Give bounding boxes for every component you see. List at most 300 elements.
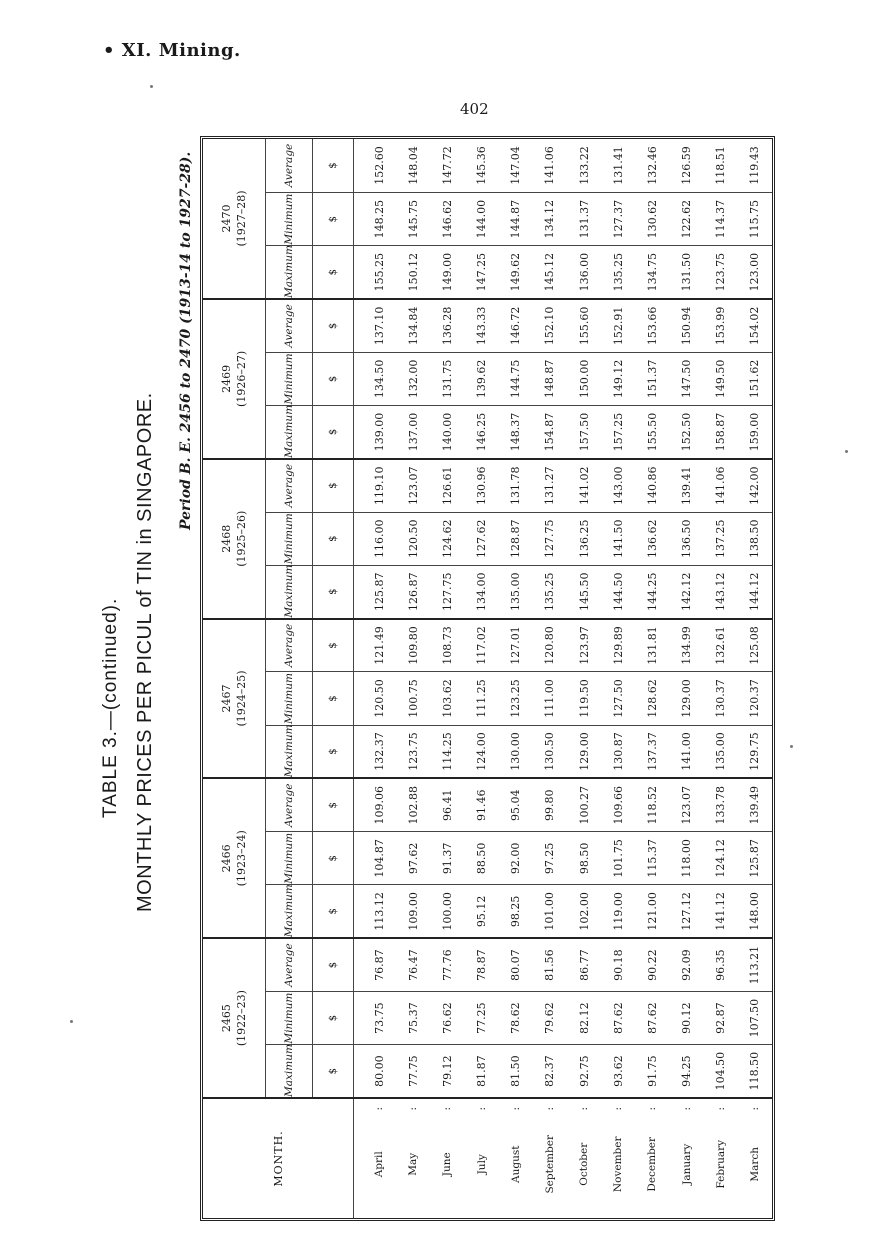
price-cell: 129.00 [669, 672, 703, 725]
price-cell: 151.62 [738, 352, 772, 405]
price-cell: 137.37 [635, 725, 669, 778]
price-cell: 128.87 [499, 512, 533, 565]
price-cell: 111.25 [465, 672, 499, 725]
price-cell: 152.50 [669, 406, 703, 459]
unit-label: $ [313, 192, 354, 245]
sub-header-maximum: Maximum [266, 1045, 313, 1098]
price-cell: 145.50 [567, 565, 601, 618]
price-cell: 81.50 [499, 1045, 533, 1098]
price-cell: 149.00 [430, 246, 464, 299]
price-cell: 134.12 [533, 192, 567, 245]
price-cell: 144.25 [635, 565, 669, 618]
unit-label: $ [313, 246, 354, 299]
price-cell: 109.80 [396, 619, 430, 672]
sub-header-maximum: Maximum [266, 565, 313, 618]
sub-header-maximum: Maximum [266, 406, 313, 459]
price-cell: 139.49 [738, 778, 772, 831]
price-cell: 144.12 [738, 565, 772, 618]
price-cell: 104.50 [704, 1045, 738, 1098]
month-label: December [646, 1136, 659, 1192]
price-cell: 130.96 [465, 459, 499, 512]
price-cell: 117.02 [465, 619, 499, 672]
month-label: June [441, 1152, 454, 1177]
price-cell: 129.00 [567, 725, 601, 778]
price-cell: 118.00 [669, 832, 703, 885]
price-cell: 134.50 [354, 352, 397, 405]
sub-header-minimum: Minimum [266, 991, 313, 1044]
price-cell: 109.06 [354, 778, 397, 831]
year-range: (1923–24) [235, 830, 248, 887]
price-cell: 148.87 [533, 352, 567, 405]
month-leader: : [509, 1107, 522, 1111]
price-cell: 129.75 [738, 725, 772, 778]
price-cell: 92.75 [567, 1045, 601, 1098]
price-cell: 147.72 [430, 139, 464, 192]
price-cell: 109.66 [601, 778, 635, 831]
price-cell: 135.00 [499, 565, 533, 618]
price-cell: 91.46 [465, 778, 499, 831]
price-cell: 134.00 [465, 565, 499, 618]
price-cell: 135.25 [533, 565, 567, 618]
price-cell: 140.86 [635, 459, 669, 512]
price-cell: 134.99 [669, 619, 703, 672]
price-cell: 124.00 [465, 725, 499, 778]
price-cell: 143.33 [465, 299, 499, 352]
price-cell: 157.25 [601, 406, 635, 459]
price-cell: 124.62 [430, 512, 464, 565]
month-leader: : [407, 1107, 420, 1111]
month-label: January [680, 1143, 693, 1185]
table-row [669, 139, 703, 1218]
price-cell: 144.75 [499, 352, 533, 405]
price-cell: 137.10 [354, 299, 397, 352]
price-cell: 127.62 [465, 512, 499, 565]
section-title: • XI. Mining. [103, 40, 241, 61]
unit-label: $ [313, 725, 354, 778]
price-cell: 153.99 [704, 299, 738, 352]
sub-header-maximum: Maximum [266, 725, 313, 778]
month-leader: : [612, 1107, 625, 1111]
price-cell: 87.62 [601, 991, 635, 1044]
month-leader: : [646, 1107, 659, 1111]
month-leader: : [475, 1107, 488, 1111]
price-cell: 93.62 [601, 1045, 635, 1098]
price-cell: 90.18 [601, 938, 635, 991]
unit-label: $ [313, 885, 354, 938]
price-cell: 123.07 [669, 778, 703, 831]
price-cell: 145.36 [465, 139, 499, 192]
price-cell: 147.25 [465, 246, 499, 299]
sub-header-minimum: Minimum [266, 512, 313, 565]
price-cell: 78.62 [499, 991, 533, 1044]
price-cell: 145.12 [533, 246, 567, 299]
price-cell: 100.00 [430, 885, 464, 938]
price-cell: 76.47 [396, 938, 430, 991]
price-cell: 87.62 [635, 991, 669, 1044]
price-cell: 154.02 [738, 299, 772, 352]
price-cell: 92.87 [704, 991, 738, 1044]
year-header-2468 [203, 459, 266, 619]
price-cell: 143.00 [601, 459, 635, 512]
price-cell: 123.00 [738, 246, 772, 299]
table-subtitle: MONTHLY PRICES PER PICUL of TIN in SINGAPORE. [134, 392, 156, 912]
price-cell: 131.81 [635, 619, 669, 672]
price-cell: 78.87 [465, 938, 499, 991]
price-cell: 132.37 [354, 725, 397, 778]
price-cell: 138.50 [738, 512, 772, 565]
table-row [738, 139, 772, 1218]
month-leader: : [441, 1107, 454, 1111]
price-cell: 130.00 [499, 725, 533, 778]
price-cell: 90.22 [635, 938, 669, 991]
month-column-header: MONTH. [203, 1098, 354, 1218]
price-cell: 130.50 [533, 725, 567, 778]
price-cell: 77.75 [396, 1045, 430, 1098]
year-range: (1924–25) [235, 670, 248, 727]
price-cell: 126.61 [430, 459, 464, 512]
year-header-2469 [203, 299, 266, 459]
table-title: TABLE 3.—(continued). [100, 597, 121, 818]
price-cell: 123.75 [704, 246, 738, 299]
price-cell: 95.12 [465, 885, 499, 938]
price-cell: 77.25 [465, 991, 499, 1044]
month-cell [465, 1098, 499, 1218]
price-cell: 113.12 [354, 885, 397, 938]
price-cell: 152.91 [601, 299, 635, 352]
price-cell: 97.62 [396, 832, 430, 885]
price-cell: 124.12 [704, 832, 738, 885]
price-cell: 91.37 [430, 832, 464, 885]
sub-header-minimum: Minimum [266, 352, 313, 405]
price-cell: 123.75 [396, 725, 430, 778]
month-leader: : [680, 1107, 693, 1111]
year-range: (1926–27) [235, 350, 248, 407]
price-cell: 152.10 [533, 299, 567, 352]
price-cell: 141.00 [669, 725, 703, 778]
price-cell: 81.56 [533, 938, 567, 991]
price-cell: 79.62 [533, 991, 567, 1044]
sub-header-average: Average [266, 938, 313, 991]
price-cell: 86.77 [567, 938, 601, 991]
price-cell: 136.28 [430, 299, 464, 352]
price-cell: 142.12 [669, 565, 703, 618]
table-row [635, 139, 669, 1218]
price-cell: 129.89 [601, 619, 635, 672]
year-range: (1927–28) [235, 190, 248, 247]
price-cell: 150.94 [669, 299, 703, 352]
month-label: September [543, 1135, 556, 1194]
price-cell: 148.25 [354, 192, 397, 245]
price-cell: 147.04 [499, 139, 533, 192]
page-number: 402 [460, 100, 489, 118]
price-cell: 134.84 [396, 299, 430, 352]
price-cell: 88.50 [465, 832, 499, 885]
price-cell: 115.75 [738, 192, 772, 245]
table-row [396, 139, 430, 1218]
price-cell: 123.07 [396, 459, 430, 512]
price-cell: 136.62 [635, 512, 669, 565]
price-cell: 144.50 [601, 565, 635, 618]
price-cell: 126.87 [396, 565, 430, 618]
price-cell: 115.37 [635, 832, 669, 885]
price-cell: 125.87 [354, 565, 397, 618]
month-label: February [714, 1139, 727, 1189]
stray-mark [790, 745, 793, 748]
sub-header-average: Average [266, 299, 313, 352]
month-cell [738, 1098, 772, 1218]
month-leader: : [373, 1107, 386, 1111]
price-cell: 139.62 [465, 352, 499, 405]
price-cell: 100.75 [396, 672, 430, 725]
price-cell: 108.73 [430, 619, 464, 672]
unit-label: $ [313, 512, 354, 565]
price-cell: 101.75 [601, 832, 635, 885]
price-cell: 141.02 [567, 459, 601, 512]
price-cell: 150.00 [567, 352, 601, 405]
price-cell: 119.43 [738, 139, 772, 192]
price-cell: 130.37 [704, 672, 738, 725]
price-cell: 107.50 [738, 991, 772, 1044]
sub-header-average: Average [266, 459, 313, 512]
price-cell: 157.50 [567, 406, 601, 459]
unit-label: $ [313, 139, 354, 192]
price-cell: 95.04 [499, 778, 533, 831]
price-cell: 149.50 [704, 352, 738, 405]
price-cell: 146.25 [465, 406, 499, 459]
table-row [354, 139, 397, 1218]
price-cell: 94.25 [669, 1045, 703, 1098]
price-cell: 131.27 [533, 459, 567, 512]
unit-label: $ [313, 832, 354, 885]
price-cell: 127.75 [430, 565, 464, 618]
table-row [533, 139, 567, 1218]
year-header-2466 [203, 778, 266, 938]
price-cell: 127.75 [533, 512, 567, 565]
price-cell: 100.27 [567, 778, 601, 831]
price-cell: 118.52 [635, 778, 669, 831]
unit-label: $ [313, 991, 354, 1044]
price-cell: 148.37 [499, 406, 533, 459]
price-cell: 96.41 [430, 778, 464, 831]
price-cell: 121.00 [635, 885, 669, 938]
price-cell: 155.25 [354, 246, 397, 299]
year-label: 2465 [219, 1004, 233, 1033]
price-cell: 77.76 [430, 938, 464, 991]
table-row [499, 139, 533, 1218]
price-cell: 154.87 [533, 406, 567, 459]
unit-label: $ [313, 619, 354, 672]
unit-label: $ [313, 938, 354, 991]
price-cell: 120.50 [396, 512, 430, 565]
price-cell: 114.37 [704, 192, 738, 245]
price-cell: 82.37 [533, 1045, 567, 1098]
price-cell: 82.12 [567, 991, 601, 1044]
month-label: May [407, 1152, 420, 1176]
price-cell: 132.46 [635, 139, 669, 192]
month-leader: : [748, 1107, 761, 1111]
price-cell: 120.37 [738, 672, 772, 725]
price-cell: 90.12 [669, 991, 703, 1044]
price-cell: 103.62 [430, 672, 464, 725]
month-leader: : [543, 1107, 556, 1111]
price-cell: 144.00 [465, 192, 499, 245]
price-cell: 118.51 [704, 139, 738, 192]
unit-label: $ [313, 1045, 354, 1098]
unit-label: $ [313, 565, 354, 618]
price-cell: 133.22 [567, 139, 601, 192]
price-cell: 79.12 [430, 1045, 464, 1098]
price-cell: 109.00 [396, 885, 430, 938]
year-label: 2466 [219, 844, 233, 873]
month-cell [533, 1098, 567, 1218]
price-cell: 148.04 [396, 139, 430, 192]
year-label: 2468 [219, 524, 233, 553]
price-cell: 114.25 [430, 725, 464, 778]
price-cell: 159.00 [738, 406, 772, 459]
price-cell: 151.37 [635, 352, 669, 405]
price-cell: 137.25 [704, 512, 738, 565]
sub-header-minimum: Minimum [266, 672, 313, 725]
price-cell: 102.00 [567, 885, 601, 938]
price-cell: 76.87 [354, 938, 397, 991]
month-label: August [509, 1145, 522, 1183]
price-cell: 104.87 [354, 832, 397, 885]
stray-mark [70, 1020, 73, 1023]
price-cell: 135.00 [704, 725, 738, 778]
month-cell [704, 1098, 738, 1218]
price-cell: 155.60 [567, 299, 601, 352]
table-period: Period B. E. 2456 to 2470 (1913-14 to 1927-28). [178, 151, 194, 530]
price-cell: 148.00 [738, 885, 772, 938]
price-cell: 128.62 [635, 672, 669, 725]
sub-header-average: Average [266, 619, 313, 672]
month-cell [669, 1098, 703, 1218]
month-cell [601, 1098, 635, 1218]
price-cell: 76.62 [430, 991, 464, 1044]
price-cell: 75.37 [396, 991, 430, 1044]
month-label: April [373, 1151, 386, 1178]
price-cell: 113.21 [738, 938, 772, 991]
price-cell: 158.87 [704, 406, 738, 459]
price-cell: 80.07 [499, 938, 533, 991]
price-cell: 120.50 [354, 672, 397, 725]
price-cell: 91.75 [635, 1045, 669, 1098]
price-cell: 141.12 [704, 885, 738, 938]
price-cell: 140.00 [430, 406, 464, 459]
price-cell: 73.75 [354, 991, 397, 1044]
price-table-grid [203, 139, 772, 1218]
price-cell: 126.59 [669, 139, 703, 192]
price-cell: 131.78 [499, 459, 533, 512]
month-cell [396, 1098, 430, 1218]
price-cell: 152.60 [354, 139, 397, 192]
price-cell: 141.06 [704, 459, 738, 512]
year-range: (1922–23) [235, 990, 248, 1047]
month-label: October [578, 1142, 591, 1186]
table-row [465, 139, 499, 1218]
price-cell: 131.75 [430, 352, 464, 405]
price-cell: 155.50 [635, 406, 669, 459]
price-cell: 135.25 [601, 246, 635, 299]
month-leader: : [578, 1107, 591, 1111]
sub-header-maximum: Maximum [266, 885, 313, 938]
price-cell: 141.50 [601, 512, 635, 565]
year-range: (1925–26) [235, 510, 248, 567]
month-cell [354, 1098, 397, 1218]
price-cell: 121.49 [354, 619, 397, 672]
price-cell: 119.50 [567, 672, 601, 725]
price-cell: 147.50 [669, 352, 703, 405]
price-cell: 136.00 [567, 246, 601, 299]
month-cell [567, 1098, 601, 1218]
year-header-2470 [203, 139, 266, 299]
sub-header-maximum: Maximum [266, 246, 313, 299]
table-row [430, 139, 464, 1218]
price-cell: 145.75 [396, 192, 430, 245]
unit-label: $ [313, 406, 354, 459]
price-cell: 153.66 [635, 299, 669, 352]
price-cell: 102.88 [396, 778, 430, 831]
month-label: March [748, 1146, 761, 1182]
price-cell: 144.87 [499, 192, 533, 245]
price-cell: 98.25 [499, 885, 533, 938]
price-cell: 132.00 [396, 352, 430, 405]
price-cell: 127.50 [601, 672, 635, 725]
price-cell: 92.09 [669, 938, 703, 991]
price-cell: 92.00 [499, 832, 533, 885]
price-cell: 98.50 [567, 832, 601, 885]
price-cell: 149.12 [601, 352, 635, 405]
price-cell: 130.62 [635, 192, 669, 245]
price-cell: 139.00 [354, 406, 397, 459]
price-cell: 127.01 [499, 619, 533, 672]
price-cell: 111.00 [533, 672, 567, 725]
price-cell: 122.62 [669, 192, 703, 245]
price-cell: 130.87 [601, 725, 635, 778]
price-cell: 125.08 [738, 619, 772, 672]
price-cell: 131.37 [567, 192, 601, 245]
price-cell: 125.87 [738, 832, 772, 885]
unit-label: $ [313, 672, 354, 725]
price-cell: 99.80 [533, 778, 567, 831]
price-cell: 141.06 [533, 139, 567, 192]
price-cell: 146.72 [499, 299, 533, 352]
price-cell: 116.00 [354, 512, 397, 565]
month-cell [430, 1098, 464, 1218]
year-label: 2469 [219, 364, 233, 393]
stray-mark [150, 85, 153, 88]
price-cell: 134.75 [635, 246, 669, 299]
price-cell: 96.35 [704, 938, 738, 991]
price-cell: 131.50 [669, 246, 703, 299]
unit-label: $ [313, 778, 354, 831]
table-row [567, 139, 601, 1218]
price-cell: 139.41 [669, 459, 703, 512]
price-cell: 149.62 [499, 246, 533, 299]
month-label: November [612, 1136, 625, 1193]
price-cell: 127.37 [601, 192, 635, 245]
price-cell: 142.00 [738, 459, 772, 512]
sub-header-average: Average [266, 778, 313, 831]
month-label: July [475, 1154, 488, 1175]
price-cell: 120.80 [533, 619, 567, 672]
price-cell: 81.87 [465, 1045, 499, 1098]
month-leader: : [714, 1107, 727, 1111]
price-cell: 80.00 [354, 1045, 397, 1098]
price-cell: 123.25 [499, 672, 533, 725]
price-cell: 127.12 [669, 885, 703, 938]
unit-label: $ [313, 299, 354, 352]
